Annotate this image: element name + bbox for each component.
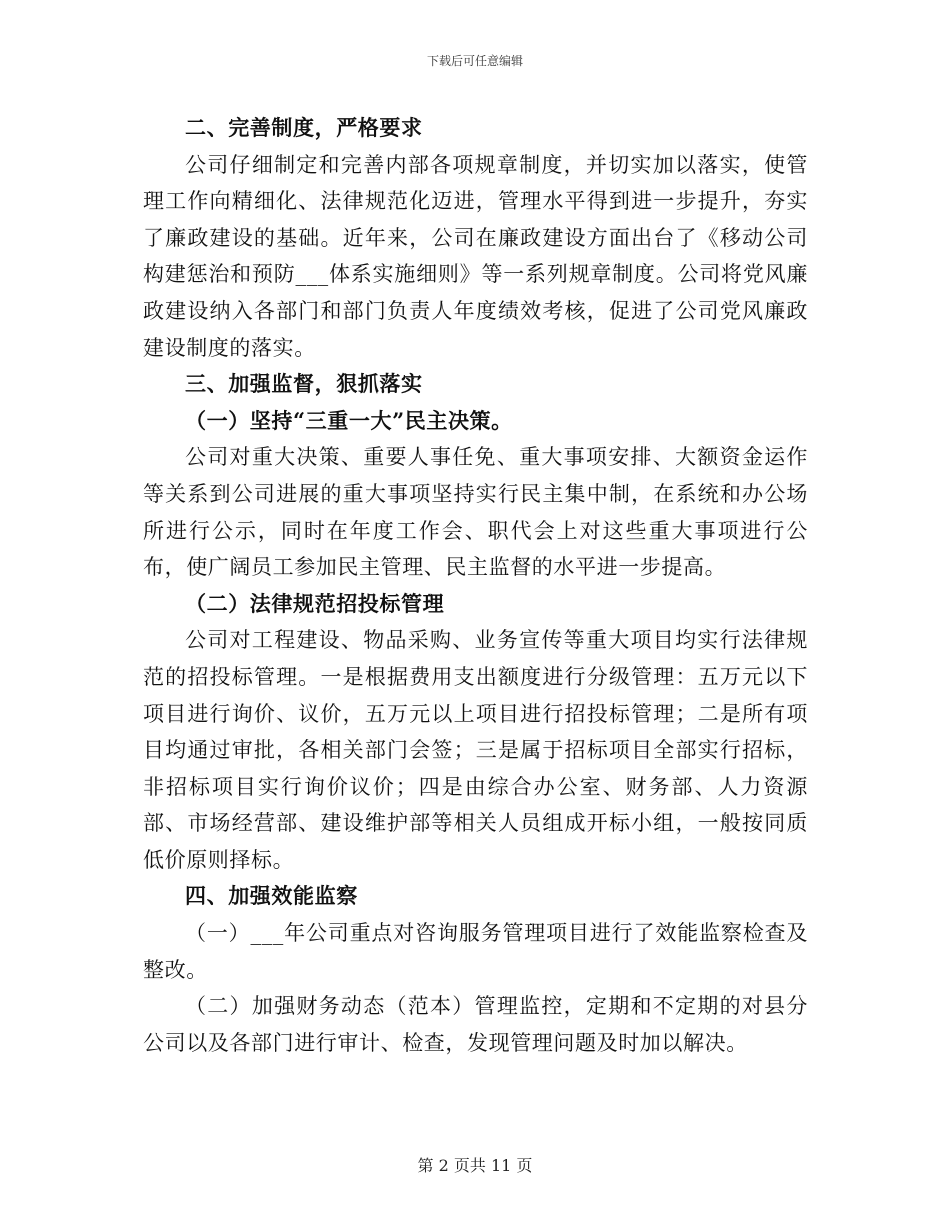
paragraph-efficiency-1: （一）___年公司重点对咨询服务管理项目进行了效能监察检查及整改。: [143, 921, 808, 982]
paragraph-democratic-decision: 公司对重大决策、重要人事任免、重大事项安排、大额资金运作等关系到公司进展的重大事项坚持实行民主集中制，在系统和办公场所进行公示，同时在年度工作会、职代会上对这些重大事项进行公布，使广阔员工参加民主管理、民主监督的水平进一步提高。: [143, 445, 808, 580]
sub-heading-democratic-decision: （一）坚持“三重一大”民主决策。: [185, 407, 513, 433]
paragraph-efficiency-2: （二）加强财务动态（范本）管理监控，定期和不定期的对县分公司以及各部门进行审计、检查，发现管理问题及时加以解决。: [143, 994, 808, 1055]
section-heading-4: 四、加强效能监察: [185, 883, 358, 909]
page-header: 下载后可任意编辑: [426, 54, 523, 68]
paragraph-bidding: 公司对工程建设、物品采购、业务宣传等重大项目均实行法律规范的招投标管理。一是根据费用支出额度进行分级管理：五万元以下项目进行询价、议价，五万元以上项目进行招投标管理；二是所有项目均通过审批，各相关部门会签；三是属于招标项目全部实行招标，非招标项目实行询价议价；四是由综合办公室、财务部、人力资源部、市场经营部、建设维护部等相关人员组成开标小组，一般按同质低价原则择标。: [143, 628, 808, 872]
section-heading-3: 三、加强监督，狠抓落实: [185, 371, 423, 397]
page-number: 第 2 页共 11 页: [417, 1156, 533, 1175]
paragraph-system-improvement: 公司仔细制定和完善内部各项规章制度，并切实加以落实，使管理工作向精细化、法律规范化迈进，管理水平得到进一步提升，夯实了廉政建设的基础。近年来，公司在廉政建设方面出台了《移动公司构建惩治和预防___体系实施细则》等一系列规章制度。公司将党风廉政建设纳入各部门和部门负责人年度绩效考核，促进了公司党风廉政建设制度的落实。: [143, 152, 808, 360]
section-heading-2: 二、完善制度，严格要求: [185, 115, 423, 140]
sub-heading-bidding: （二）法律规范招投标管理: [185, 590, 445, 616]
document-body: [143, 110, 808, 1061]
